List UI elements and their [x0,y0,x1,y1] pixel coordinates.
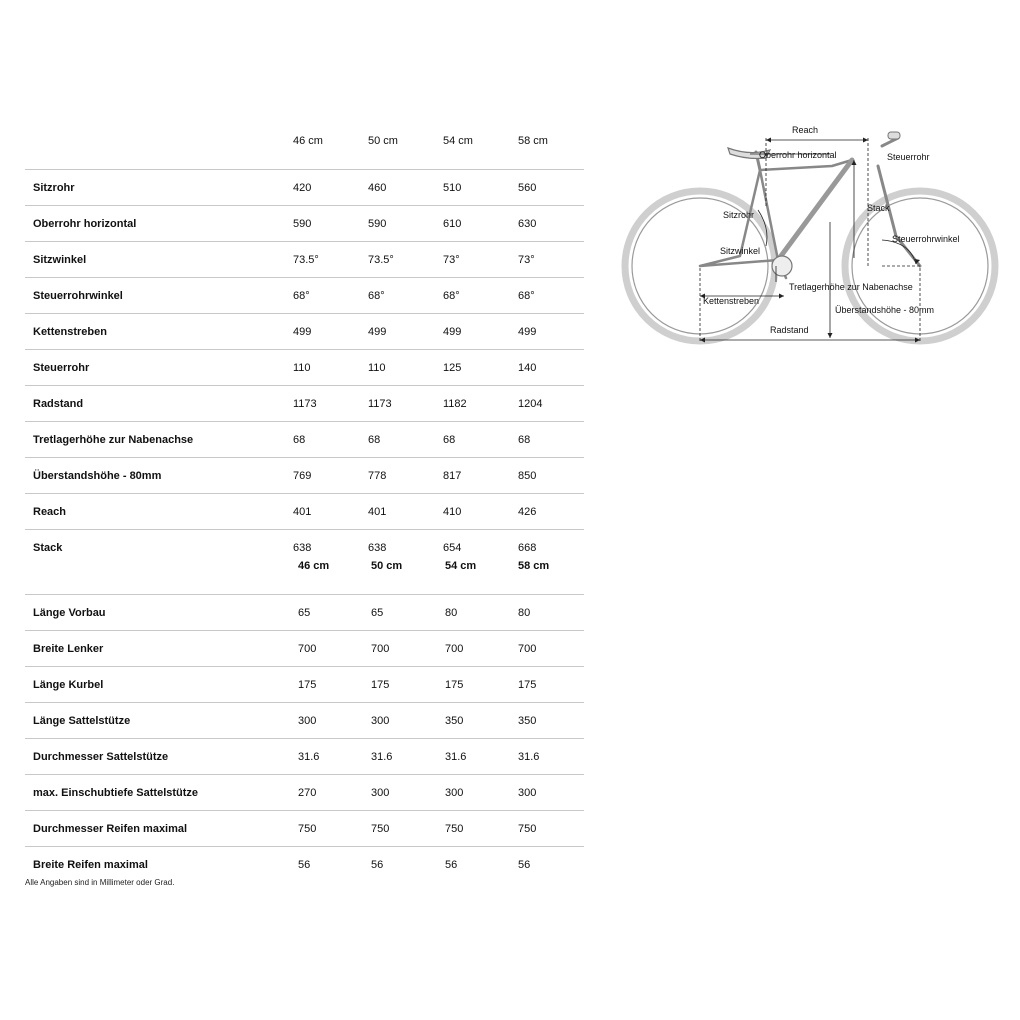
row-label: Kettenstreben [33,326,107,338]
table-cell: 590 [293,218,312,230]
table-row [25,241,584,277]
column-header: 50 cm [371,560,403,572]
row-label: Steuerrohrwinkel [33,290,123,302]
table-cell: 300 [518,787,537,799]
row-label: Länge Kurbel [33,679,104,691]
table-row [25,666,584,702]
row-label: Radstand [33,398,84,410]
table-cell: 1182 [443,398,467,410]
fork [878,166,920,266]
column-header: 54 cm [445,560,477,572]
table-cell: 460 [368,182,387,194]
table-cell: 410 [443,506,462,518]
table-row [25,774,584,810]
column-header: 46 cm [293,135,323,147]
table-cell: 125 [443,362,462,374]
table-cell: 68° [443,290,460,302]
column-header: 46 cm [298,560,330,572]
column-header: 50 cm [368,135,398,147]
table-row [25,205,584,241]
table-cell: 700 [371,643,390,655]
table-row [25,457,584,493]
table-cell: 65 [298,607,311,619]
table-row [25,630,584,666]
table-cell: 778 [368,470,387,482]
table-cell: 68 [368,434,381,446]
table-cell: 850 [518,470,537,482]
table-cell: 68 [293,434,306,446]
label-stack: Stack [867,203,890,213]
table-header [25,559,584,594]
table-cell: 499 [293,326,312,338]
table-cell: 350 [445,715,464,727]
label-sitzrohr: Sitzrohr [723,210,755,220]
table-cell: 31.6 [298,751,320,763]
label-tretlager: Tretlagerhöhe zur Nabenachse [789,282,913,292]
table-cell: 590 [368,218,387,230]
table-cell: 68 [518,434,531,446]
table-cell: 175 [298,679,317,691]
table-cell: 56 [445,859,458,871]
table-cell: 300 [445,787,464,799]
row-label: Reach [33,506,67,518]
table-cell: 300 [298,715,317,727]
table-cell: 68° [293,290,310,302]
column-header: 54 cm [443,135,473,147]
table-cell: 140 [518,362,537,374]
table-cell: 1173 [293,398,317,410]
table-cell: 750 [298,823,317,835]
label-reach: Reach [792,125,819,135]
table-cell: 499 [518,326,537,338]
table-cell: 175 [518,679,537,691]
table-row [25,421,584,457]
table-cell: 31.6 [445,751,467,763]
table-cell: 73° [443,254,460,266]
table-cell: 510 [443,182,462,194]
table-row [25,493,584,529]
label-ueberstand: Überstandshöhe - 80mm [835,305,935,315]
table-cell: 110 [368,362,386,374]
table-cell: 638 [368,542,387,554]
bike-geometry-diagram [620,118,1000,350]
table-cell: 73.5° [368,254,394,266]
bike-illustration [620,118,1000,350]
footnote: Alle Angaben sind in Millimeter oder Grad. [25,878,175,887]
down-tube [778,160,852,260]
table-row [25,349,584,385]
row-label: Oberrohr horizontal [33,218,137,230]
table-cell: 68 [443,434,456,446]
table-cell: 31.6 [518,751,540,763]
row-label: Breite Lenker [33,643,104,655]
label-radstand: Radstand [770,325,809,335]
table-cell: 73° [518,254,535,266]
table-cell: 300 [371,787,390,799]
table-row [25,313,584,349]
row-label: Länge Vorbau [33,607,106,619]
table-cell: 700 [298,643,317,655]
table-cell: 638 [293,542,312,554]
table-cell: 750 [445,823,464,835]
column-header: 58 cm [518,135,548,147]
table-cell: 68° [368,290,385,302]
row-label: Durchmesser Reifen maximal [33,823,188,835]
row-label: Durchmesser Sattelstütze [33,751,169,763]
table-cell: 700 [518,643,537,655]
geometry-table [25,134,584,565]
row-label: Sitzwinkel [33,254,87,266]
table-header [25,134,584,169]
table-row [25,594,584,630]
label-oberrohr: Oberrohr horizontal [759,150,837,160]
table-cell: 769 [293,470,312,482]
table-cell: 499 [443,326,462,338]
table-cell: 610 [443,218,462,230]
components-table [25,559,584,882]
table-cell: 499 [368,326,387,338]
label-steuerrohr: Steuerrohr [887,152,930,162]
table-row [25,702,584,738]
label-steuerrohrwinkel: Steuerrohrwinkel [892,234,960,244]
table-cell: 1204 [518,398,543,410]
motor [772,256,792,276]
table-cell: 56 [518,859,531,871]
table-row [25,738,584,774]
table-cell: 56 [371,859,384,871]
table-cell: 80 [518,607,531,619]
table-cell: 630 [518,218,537,230]
table-cell: 668 [518,542,537,554]
table-cell: 56 [298,859,311,871]
table-cell: 110 [293,362,311,374]
table-cell: 750 [371,823,390,835]
table-cell: 401 [368,506,387,518]
table-cell: 1173 [368,398,392,410]
table-cell: 80 [445,607,458,619]
table-row [25,385,584,421]
row-label: max. Einschubtiefe Sattelstütze [33,787,199,799]
table-cell: 175 [445,679,464,691]
table-cell: 560 [518,182,537,194]
table-cell: 73.5° [293,254,319,266]
table-row [25,169,584,205]
table-cell: 65 [371,607,384,619]
table-cell: 654 [443,542,462,554]
row-label: Steuerrohr [33,362,90,374]
table-row [25,277,584,313]
row-label: Stack [33,542,63,554]
table-cell: 750 [518,823,537,835]
table-cell: 420 [293,182,312,194]
table-cell: 426 [518,506,537,518]
table-cell: 270 [298,787,317,799]
row-label: Überstandshöhe - 80mm [33,470,162,482]
table-cell: 817 [443,470,462,482]
table-cell: 300 [371,715,390,727]
table-row [25,846,584,882]
table-cell: 700 [445,643,464,655]
row-label: Sitzrohr [33,182,75,194]
handlebar-grip [888,132,900,139]
label-kettenstreben: Kettenstreben [703,296,760,306]
table-row [25,810,584,846]
label-sitzwinkel: Sitzwinkel [720,246,761,256]
row-label: Breite Reifen maximal [33,859,148,871]
table-cell: 401 [293,506,312,518]
column-header: 58 cm [518,560,550,572]
table-cell: 68° [518,290,535,302]
row-label: Länge Sattelstütze [33,715,131,727]
table-cell: 31.6 [371,751,393,763]
table-cell: 175 [371,679,390,691]
table-cell: 350 [518,715,537,727]
row-label: Tretlagerhöhe zur Nabenachse [33,434,194,446]
